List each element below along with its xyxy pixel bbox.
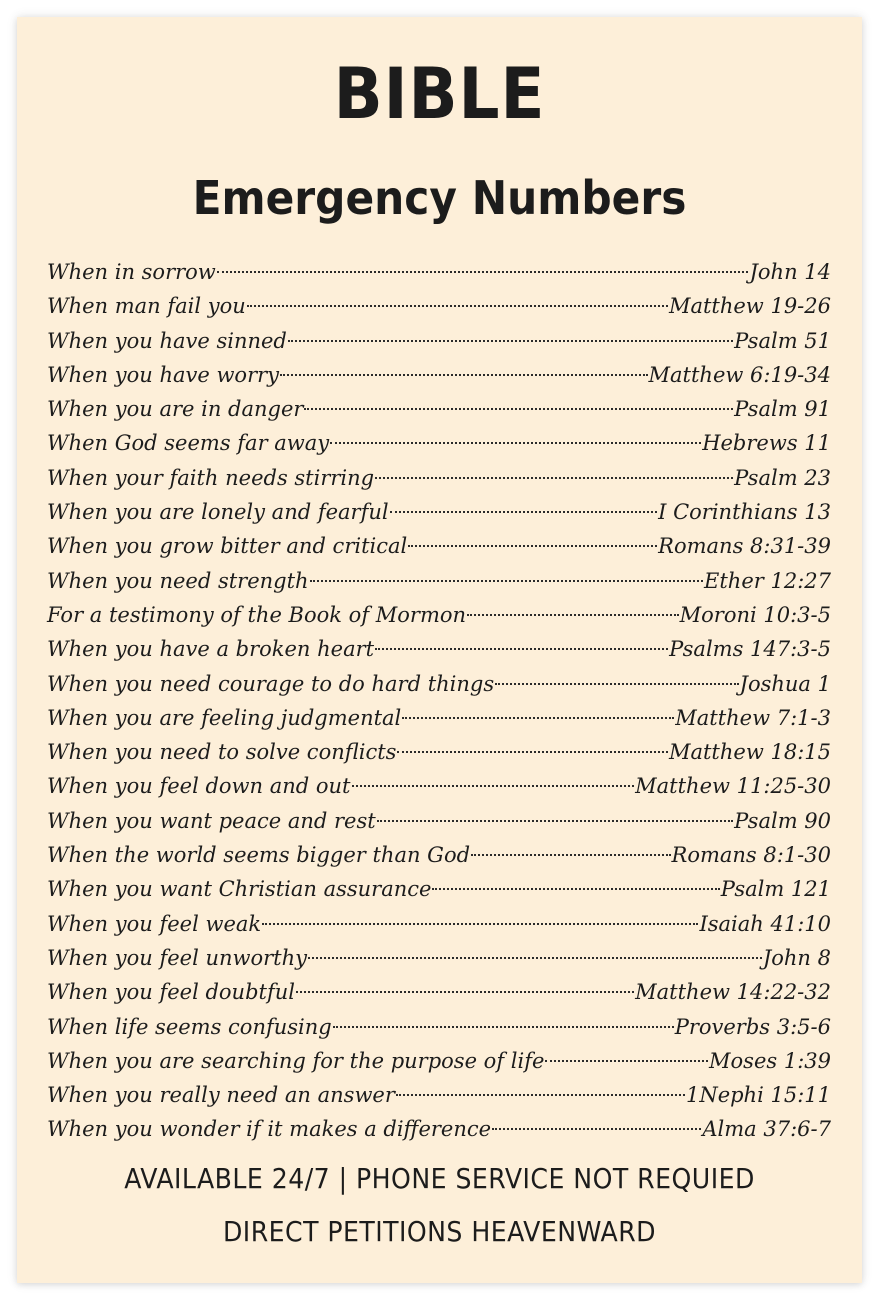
scripture-reference: Psalm 90 xyxy=(734,808,831,833)
list-item xyxy=(47,529,831,563)
list-item xyxy=(47,255,831,289)
list-item xyxy=(47,769,831,803)
situation-label: When you feel doubtful xyxy=(47,980,295,1005)
situation-label: When you need courage to do hard things xyxy=(47,671,495,696)
dot-leader xyxy=(333,1026,674,1028)
dot-leader xyxy=(296,991,634,993)
list-item xyxy=(47,975,831,1009)
situation-label: When you want peace and rest xyxy=(47,808,376,833)
dot-leader xyxy=(492,1128,701,1130)
dot-leader xyxy=(304,408,733,410)
scripture-reference: Isaiah 41:10 xyxy=(699,911,831,936)
dot-leader xyxy=(402,717,674,719)
dot-leader xyxy=(247,305,668,307)
list-item xyxy=(47,426,831,460)
situation-label: For a testimony of the Book of Mormon xyxy=(47,602,467,627)
list-item xyxy=(47,838,831,872)
situation-label: When you feel weak xyxy=(47,911,262,936)
scripture-reference: Psalm 23 xyxy=(734,465,831,490)
scripture-reference: John 8 xyxy=(762,945,831,970)
list-item xyxy=(47,564,831,598)
situation-label: When life seems confusing xyxy=(47,1014,332,1039)
list-item xyxy=(47,289,831,323)
list-item xyxy=(47,1010,831,1044)
situation-label: When you wonder if it makes a difference xyxy=(47,1117,492,1142)
dot-leader xyxy=(467,614,679,616)
dot-leader xyxy=(397,751,668,753)
scripture-reference: Matthew 7:1-3 xyxy=(675,705,831,730)
situation-label: When the world seems bigger than God xyxy=(47,843,471,868)
list-item xyxy=(47,632,831,666)
scripture-reference: Matthew 11:25-30 xyxy=(635,774,831,799)
list-item xyxy=(47,804,831,838)
list-item xyxy=(47,872,831,906)
scripture-reference: Moroni 10:3-5 xyxy=(679,602,831,627)
situation-label: When you grow bitter and critical xyxy=(47,534,408,559)
list-item xyxy=(47,1044,831,1078)
footer-direct-petitions: DIRECT PETITIONS HEAVENWARD xyxy=(222,1215,657,1248)
scripture-reference: John 14 xyxy=(749,260,831,284)
dot-leader xyxy=(352,785,635,787)
situation-label: When your faith needs stirring xyxy=(47,465,375,490)
dot-leader xyxy=(545,1060,708,1062)
emergency-numbers-list xyxy=(47,255,831,1147)
scripture-reference: I Corinthians 13 xyxy=(658,500,831,525)
list-item xyxy=(47,358,831,392)
scripture-reference: Joshua 1 xyxy=(739,671,831,696)
dot-leader xyxy=(280,374,648,376)
dot-leader xyxy=(217,271,749,273)
situation-label: When man fail you xyxy=(47,294,246,319)
situation-label: When you are lonely and fearful xyxy=(47,500,389,525)
scripture-reference: Alma 37:6-7 xyxy=(702,1117,831,1142)
scripture-reference: Hebrews 11 xyxy=(702,431,831,456)
dot-leader xyxy=(310,580,703,582)
situation-label: When you want Christian assurance xyxy=(47,877,432,902)
scripture-reference: Moses 1:39 xyxy=(709,1048,831,1073)
situation-label: When you have worry xyxy=(47,362,280,387)
list-item xyxy=(47,1112,831,1146)
scripture-reference: Psalm 121 xyxy=(720,877,831,902)
dot-leader xyxy=(308,957,762,959)
situation-label: When you really need an answer xyxy=(47,1083,395,1108)
list-item xyxy=(47,941,831,975)
poster-title: BIBLE xyxy=(333,53,546,135)
dot-leader xyxy=(495,683,738,685)
scripture-reference: Matthew 6:19-34 xyxy=(648,362,831,387)
dot-leader xyxy=(408,545,657,547)
dot-leader xyxy=(390,511,658,513)
list-item xyxy=(47,735,831,769)
dot-leader xyxy=(396,1094,685,1096)
situation-label: When you need to solve conflicts xyxy=(47,740,397,765)
situation-label: When you are in danger xyxy=(47,397,304,422)
dot-leader xyxy=(262,923,698,925)
list-item xyxy=(47,667,831,701)
footer-availability: AVAILABLE 24/7 | PHONE SERVICE NOT REQUIED xyxy=(124,1162,755,1195)
poster xyxy=(17,17,862,1283)
dot-leader xyxy=(471,854,670,856)
list-item xyxy=(47,598,831,632)
situation-label: When in sorrow xyxy=(47,260,216,284)
scripture-reference: Ether 12:27 xyxy=(704,568,831,593)
situation-label: When you feel unworthy xyxy=(47,945,307,970)
dot-leader xyxy=(377,820,733,822)
scripture-reference: Psalm 51 xyxy=(734,328,831,353)
scripture-reference: 1Nephi 15:11 xyxy=(685,1083,831,1108)
dot-leader xyxy=(288,340,733,342)
dot-leader xyxy=(432,888,719,890)
situation-label: When you have sinned xyxy=(47,328,287,353)
situation-label: When you have a broken heart xyxy=(47,637,375,662)
situation-label: When you are feeling judgmental xyxy=(47,705,402,730)
scripture-reference: Romans 8:31-39 xyxy=(658,534,831,559)
situation-label: When you are searching for the purpose of life xyxy=(47,1048,545,1073)
list-item xyxy=(47,461,831,495)
scripture-reference: Matthew 14:22-32 xyxy=(635,980,831,1005)
scripture-reference: Proverbs 3:5-6 xyxy=(674,1014,831,1039)
situation-label: When you feel down and out xyxy=(47,774,351,799)
dot-leader xyxy=(330,442,701,444)
list-item xyxy=(47,324,831,358)
dot-leader xyxy=(375,477,733,479)
dot-leader xyxy=(375,648,668,650)
scripture-reference: Matthew 18:15 xyxy=(668,740,831,765)
list-item xyxy=(47,701,831,735)
list-item xyxy=(47,1078,831,1112)
list-item xyxy=(47,495,831,529)
list-item xyxy=(47,392,831,426)
scripture-reference: Psalms 147:3-5 xyxy=(669,637,831,662)
scripture-reference: Matthew 19-26 xyxy=(668,294,831,319)
poster-subtitle: Emergency Numbers xyxy=(192,171,687,225)
scripture-reference: Romans 8:1-30 xyxy=(671,843,831,868)
scripture-reference: Psalm 91 xyxy=(734,397,831,422)
list-item xyxy=(47,907,831,941)
situation-label: When you need strength xyxy=(47,568,309,593)
situation-label: When God seems far away xyxy=(47,431,330,456)
